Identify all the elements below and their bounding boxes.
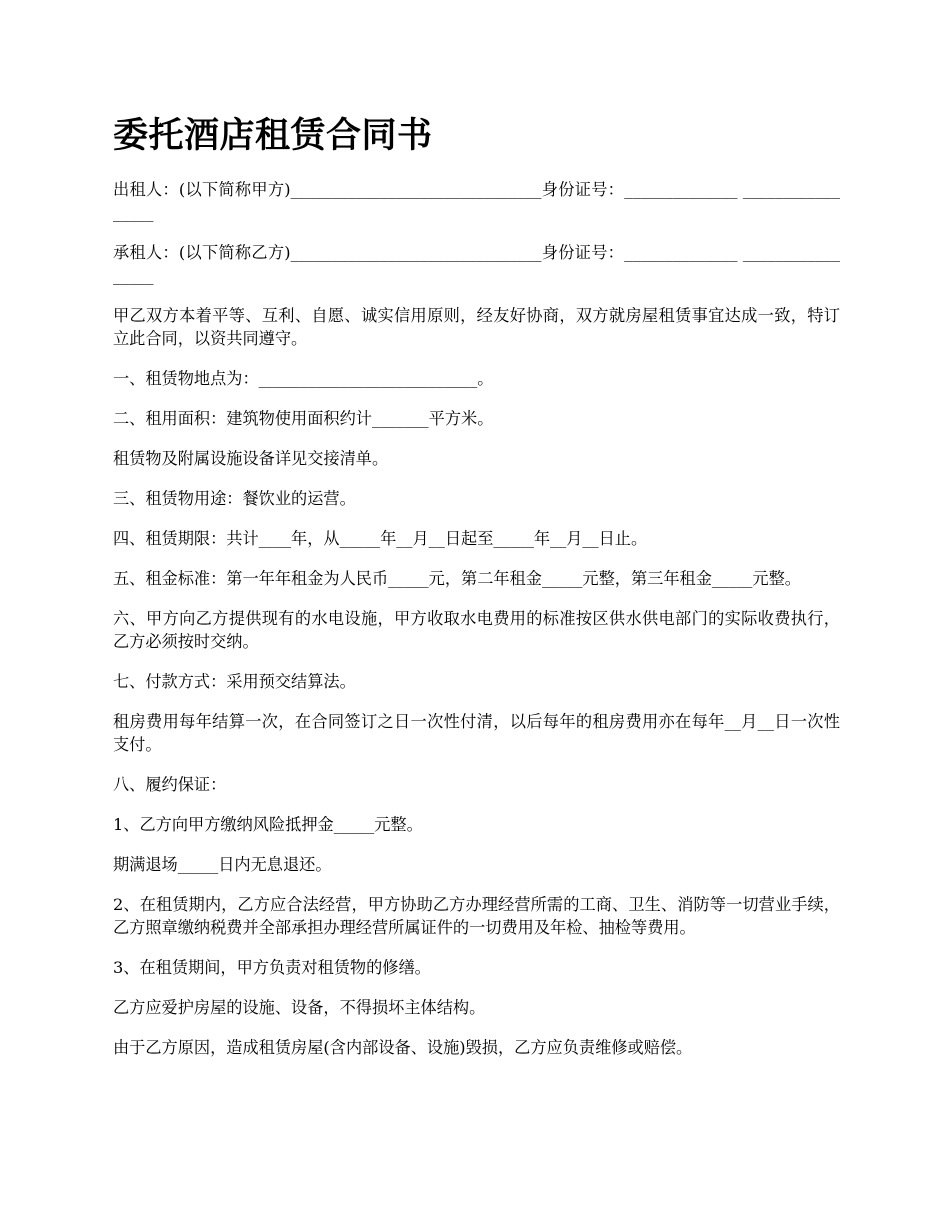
paragraph-usage: 三、租赁物用途：餐饮业的运营。 (113, 489, 356, 508)
paragraph-legal-operation: 2、在租赁期内，乙方应合法经营，甲方协助乙方办理经营所需的工商、卫生、消防等一切营业手续，乙方照章缴纳税费并全部承担办理经营所属证件的一切费用及年检、抽检等费用。 (113, 895, 840, 937)
paragraph-rent: 五、租金标准：第一年年租金为人民币_____元，第二年租金_____元整，第三年租金_____元整。 (113, 569, 801, 588)
paragraph-term: 四、租赁期限：共计____年，从_____年__月__日起至_____年__月__日止。 (113, 529, 648, 548)
paragraph-guarantee-heading: 八、履约保证： (113, 775, 227, 794)
paragraph-payment-schedule: 租房费用每年结算一次，在合同签订之日一次性付清，以后每年的租房费用亦在每年__月__日一次性支付。 (113, 712, 840, 754)
paragraph-deposit: 1、乙方向甲方缴纳风险抵押金_____元整。 (113, 815, 423, 834)
paragraph-lessee: 承租人：(以下简称乙方)_______________________________身份证号：______________ _________________ (113, 243, 840, 285)
document-title: 委托酒店租赁合同书 (113, 115, 433, 156)
paragraph-preamble: 甲乙双方本着平等、互利、自愿、诚实信用原则，经友好协商，双方就房屋租赁事宜达成一致，特订立此合同，以资共同遵守。 (113, 306, 840, 348)
paragraph-lessor: 出租人：(以下简称甲方)_______________________________身份证号：______________ _________________ (113, 180, 840, 222)
paragraph-area: 二、租用面积：建筑物使用面积约计_______平方米。 (113, 409, 494, 428)
paragraph-care: 乙方应爱护房屋的设施、设备，不得损坏主体结构。 (113, 998, 486, 1017)
paragraph-location: 一、租赁物地点为：___________________________。 (113, 369, 494, 388)
paragraph-facilities: 租赁物及附属设施设备详见交接清单。 (113, 449, 389, 468)
paragraph-payment-method: 七、付款方式：采用预交结算法。 (113, 672, 356, 691)
document-body (113, 178, 840, 1076)
paragraph-utilities: 六、甲方向乙方提供现有的水电设施，甲方收取水电费用的标准按区供水供电部门的实际收费执行，乙方必须按时交纳。 (113, 609, 840, 651)
paragraph-refund: 期满退场_____日内无息退还。 (113, 855, 332, 874)
paragraph-repair: 3、在租赁期间，甲方负责对租赁物的修缮。 (113, 958, 431, 977)
paragraph-damage: 由于乙方原因，造成租赁房屋(含内部设备、设施)毁损，乙方应负责维修或赔偿。 (113, 1038, 693, 1057)
